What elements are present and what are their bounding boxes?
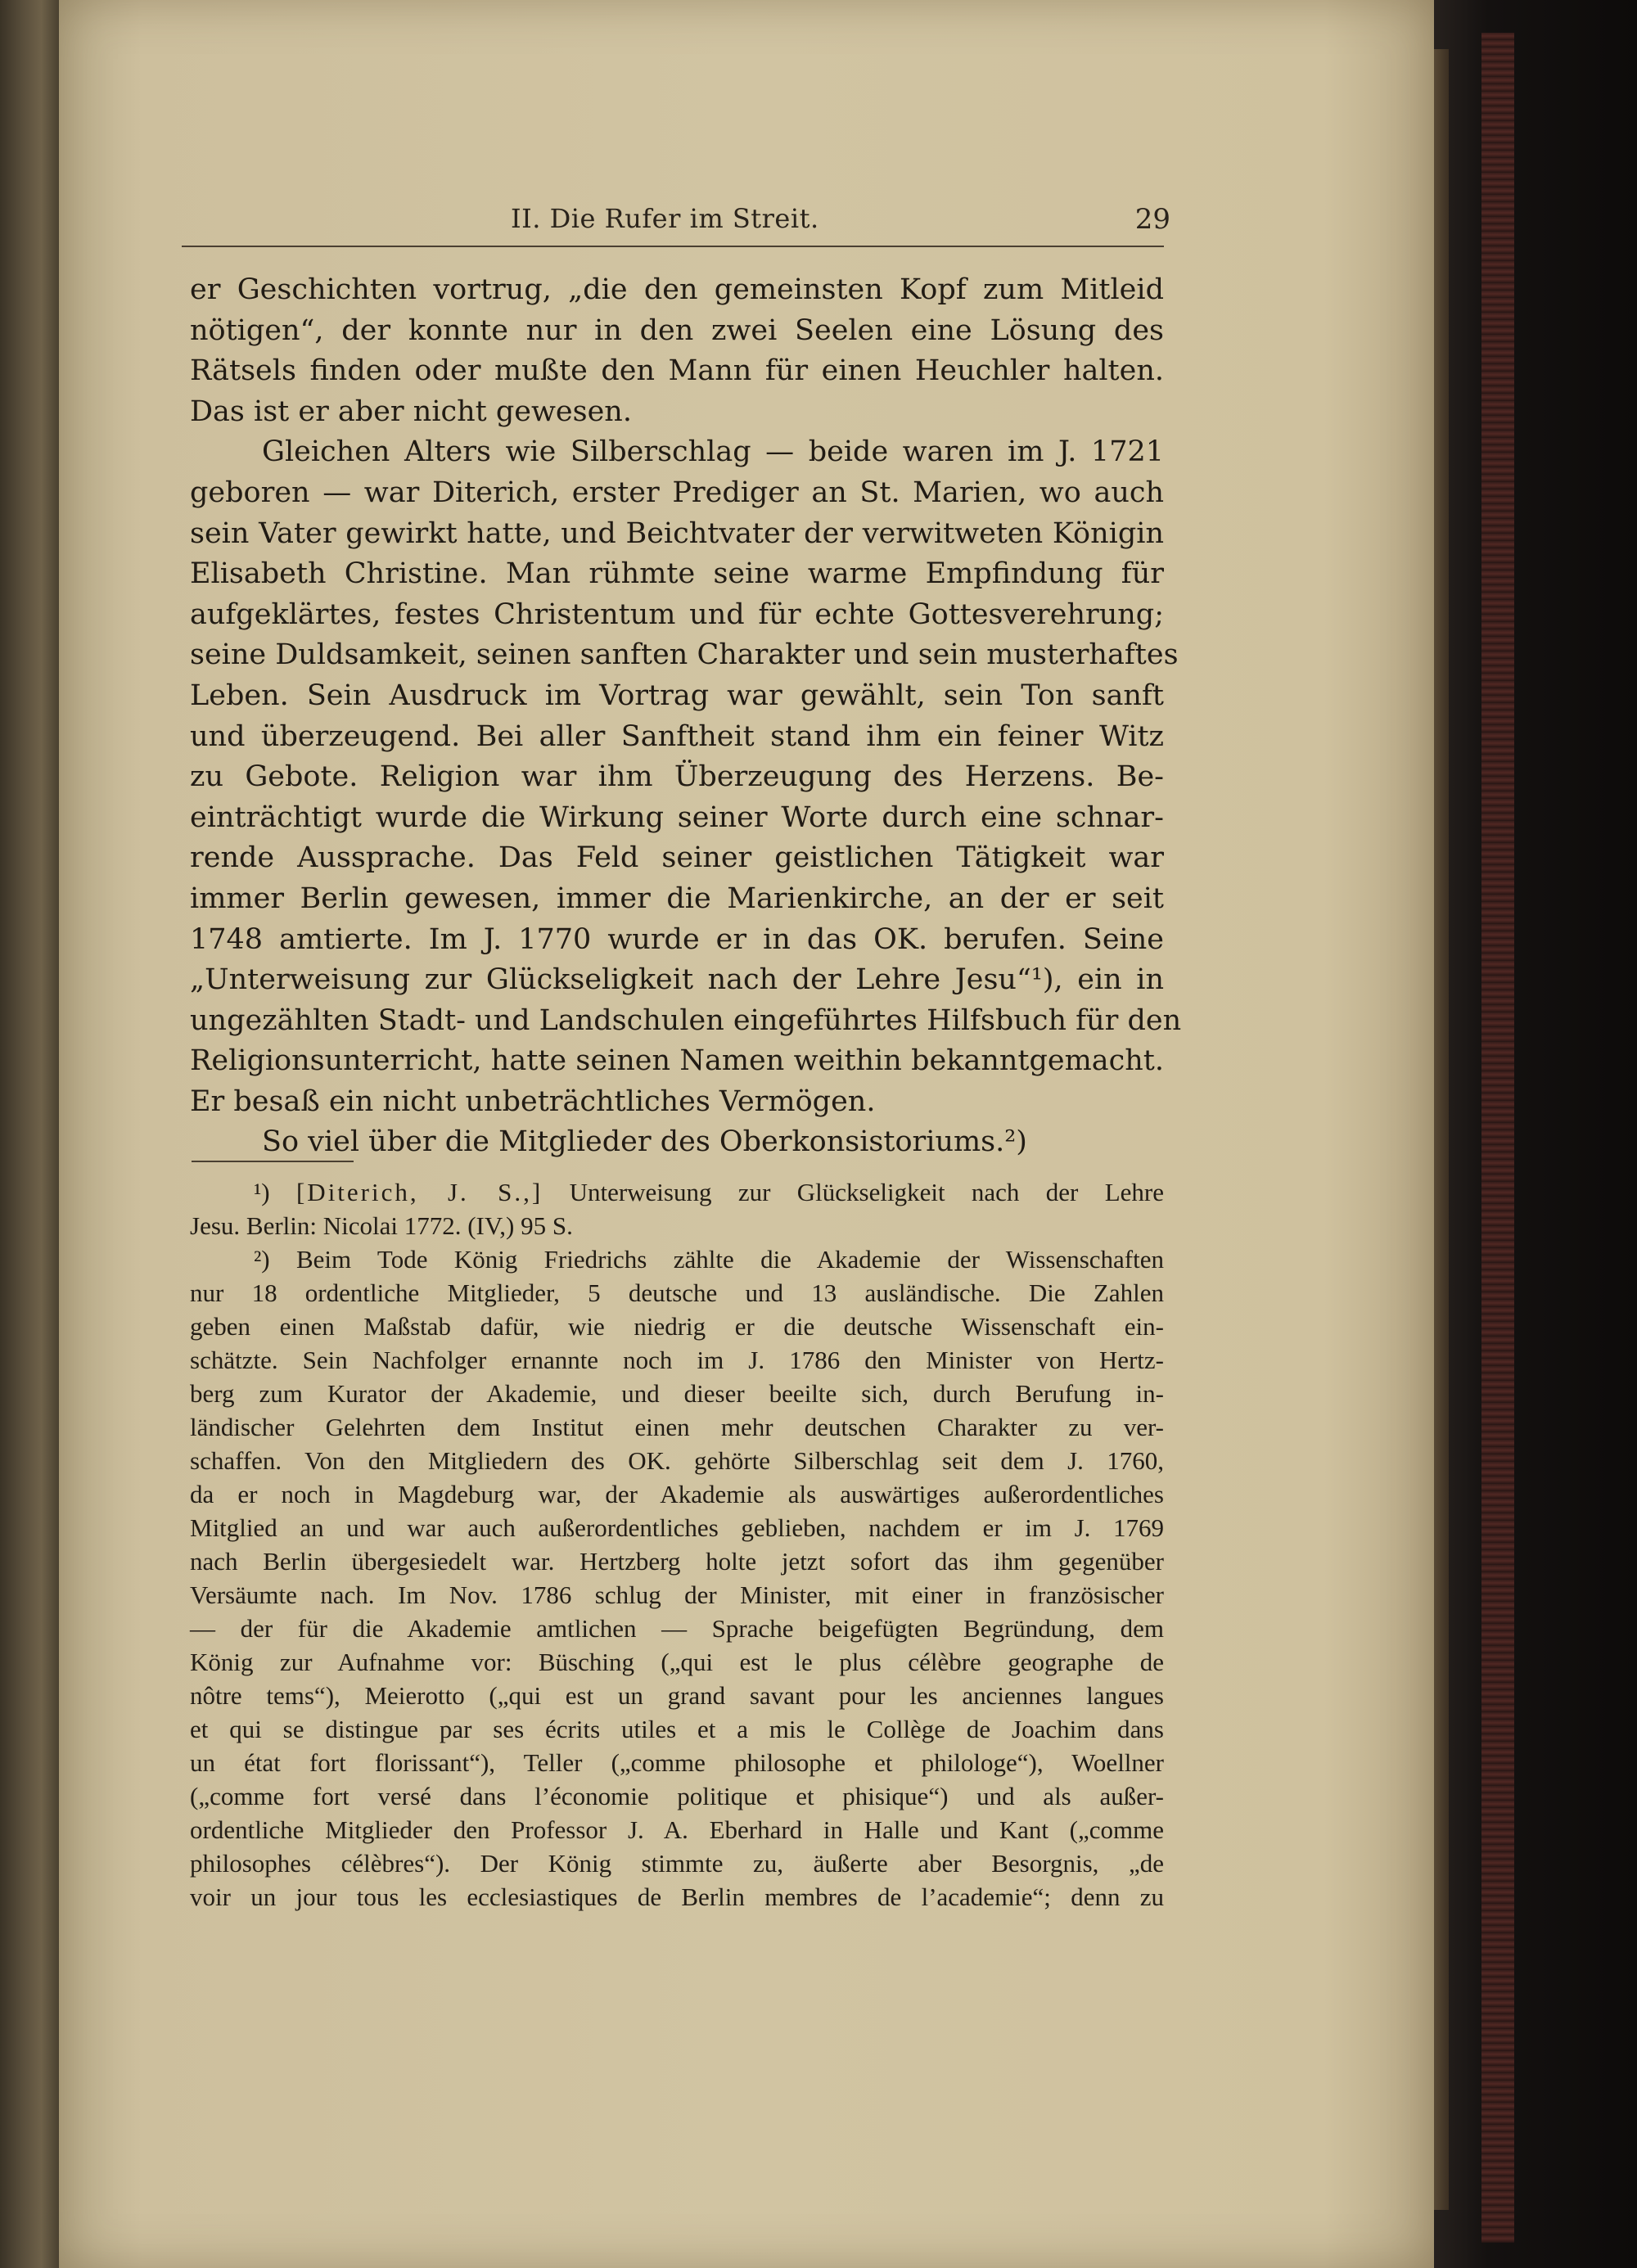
body-line: seine Duldsamkeit, seinen sanften Charakter und sein musterhaftes [190, 638, 1179, 672]
page-number: 29 [1134, 203, 1170, 236]
body-line: Das ist er aber nicht gewesen. [190, 395, 632, 428]
body-line: Gleichen Alters wie Silberschlag — beide waren im J. 1721 [262, 435, 1164, 469]
footnotes [190, 1175, 1164, 1914]
footnote-2-line: schätzte. Sein Nachfolger ernannte noch im J. 1786 den Minister von Hertz- [190, 1346, 1164, 1374]
footnote-2-line: ²) Beim Tode König Friedrichs zählte die Akademie der Wissenschaften [254, 1245, 1164, 1274]
body-line: Rätsels finden oder mußte den Mann für einen Heuchler halten. [190, 354, 1164, 388]
body-line: aufgeklärtes, festes Christentum und für echte Gottesverehrung; [190, 597, 1164, 631]
body-line: „Unterweisung zur Glückseligkeit nach der Lehre Jesu“¹), ein in [190, 963, 1164, 997]
footnote-rule [192, 1161, 354, 1162]
book-page [59, 0, 1434, 2268]
footnote-2-line: nur 18 ordentliche Mitglieder, 5 deutsche und 13 ausländische. Die Zahlen [190, 1278, 1164, 1307]
footnote-2-line: voir un jour tous les ecclesiastiques de Berlin membres de l’academie“; denn zu [190, 1882, 1164, 1911]
footnote-2-line: nach Berlin übergesiedelt war. Hertzberg holte jetzt sofort das ihm gegenüber [190, 1547, 1164, 1576]
header-rule [182, 246, 1164, 247]
footnote-2-line: berg zum Kurator der Akademie, und dieser beeilte sich, durch Berufung in- [190, 1379, 1164, 1408]
body-line: nötigen“, der konnte nur in den zwei Seelen eine Lösung des [190, 313, 1164, 347]
footnote-1-title: Unterweisung zur Glückseligkeit nach der Lehre [569, 1178, 1165, 1206]
body-line: So viel über die Mitglieder des Oberkonsistoriums.²) [262, 1125, 1027, 1159]
body-line: Elisabeth Christine. Man rühmte seine warme Empfindung für [190, 557, 1164, 591]
footnote-2-line: („comme fort versé dans l’économie politique et phisique“) und als außer- [190, 1782, 1164, 1810]
footnote-1-line: Jesu. Berlin: Nicolai 1772. (IV,) 95 S. [190, 1211, 573, 1240]
body-line: zu Gebote. Religion war ihm Überzeugung des Herzens. Be- [190, 760, 1164, 794]
previous-page-edge [0, 0, 59, 2268]
body-line: 1748 amtierte. Im J. 1770 wurde er in das OK. berufen. Seine [190, 922, 1164, 956]
body-line: Religionsunterricht, hatte seinen Namen weithin bekanntgemacht. [190, 1044, 1164, 1078]
running-head [501, 203, 1174, 236]
footnote-1-line [190, 1175, 1164, 1209]
body-line: geboren — war Diterich, erster Prediger an St. Marien, wo auch [190, 476, 1164, 509]
body-line: immer Berlin gewesen, immer die Marienkirche, an der er seit [190, 881, 1164, 915]
footnote-2-line: et qui se distingue par ses écrits utiles et a mis le Collège de Joachim dans [190, 1715, 1164, 1743]
footnote-2-line: ländischer Gelehrten dem Institut einen mehr deutschen Charakter zu ver- [190, 1413, 1164, 1441]
body-line: ungezählten Stadt- und Landschulen eingeführtes Hilfsbuch für den [190, 1003, 1182, 1037]
body-text [190, 270, 1182, 1163]
body-line: er Geschichten vortrug, „die den gemeinsten Kopf zum Mitleid [190, 273, 1164, 306]
footnote-2-line: da er noch in Magdeburg war, der Akademie als auswärtiges außerordentliches [190, 1480, 1164, 1508]
body-line: einträchtigt wurde die Wirkung seiner Worte durch eine schnar- [190, 800, 1164, 834]
footnote-2-line: Versäumte nach. Im Nov. 1786 schlug der Minister, mit einer in französischer [190, 1580, 1164, 1609]
body-line: und überzeugend. Bei aller Sanftheit stand ihm ein feiner Witz [190, 719, 1164, 753]
footnote-2-line: Mitglied an und war auch außerordentliches geblieben, nachdem er im J. 1769 [190, 1513, 1164, 1542]
body-line: sein Vater gewirkt hatte, und Beichtvater der verwitweten Königin [190, 516, 1164, 550]
footnote-2-line: ordentliche Mitglieder den Professor J. A. Eberhard in Halle und Kant („comme [190, 1815, 1164, 1844]
body-line: rende Aussprache. Das Feld seiner geistlichen Tätigkeit war [190, 841, 1164, 875]
footnote-2-line: un état fort florissant“), Teller („comme philosophe et philologe“), Woellner [190, 1748, 1164, 1777]
footnote-1-mark: ¹) [254, 1178, 270, 1206]
footnote-2-line: nôtre tems“), Meierotto („qui est un grand savant pour les anciennes langues [190, 1681, 1164, 1710]
footnote-2-line: schaffen. Von den Mitgliedern des OK. gehörte Silberschlag seit dem J. 1760, [190, 1446, 1164, 1475]
footnote-2-line: geben einen Maßstab dafür, wie niedrig er die deutsche Wissenschaft ein- [190, 1312, 1164, 1341]
footnote-2-line: philosophes célèbres“). Der König stimmte zu, äußerte aber Besorgnis, „de [190, 1849, 1164, 1878]
running-head-title: II. Die Rufer im Streit. [511, 203, 819, 234]
book-cover-edge [1424, 0, 1637, 2268]
body-line: Leben. Sein Ausdruck im Vortrag war gewählt, sein Ton sanft [190, 679, 1164, 712]
footnote-2-line: — der für die Akademie amtlichen — Sprache beigefügten Begründung, dem [190, 1614, 1164, 1643]
footnote-1-author: [Diterich, J. S.,] [295, 1178, 543, 1206]
footnote-2-line: König zur Aufnahme vor: Büsching („qui est le plus célèbre geographe de [190, 1648, 1164, 1676]
body-line: Er besaß ein nicht unbeträchtliches Vermögen. [190, 1084, 876, 1118]
binding-band [1481, 33, 1514, 2243]
